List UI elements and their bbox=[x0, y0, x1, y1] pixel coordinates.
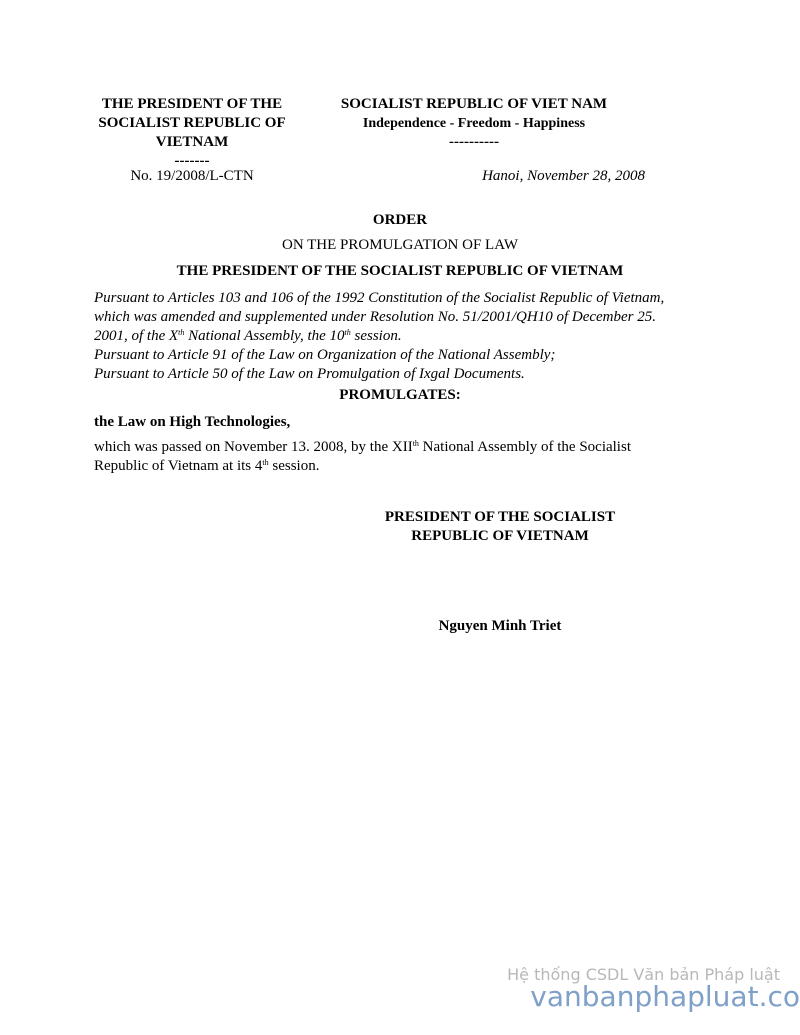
pursuant-clauses bbox=[94, 289, 714, 384]
pursuant-text: 2001, of the X bbox=[94, 328, 179, 344]
signatory-title-line: PRESIDENT OF THE SOCIALIST bbox=[384, 509, 616, 525]
issuing-authority bbox=[80, 95, 304, 171]
ordinal-suffix: th bbox=[262, 458, 269, 467]
pursuant-line: Pursuant to Article 91 of the Law on Organization of the National Assembly; bbox=[94, 347, 556, 363]
passage-line bbox=[94, 438, 714, 457]
pursuant-text: session. bbox=[350, 328, 402, 344]
law-name: the Law on High Technologies, bbox=[94, 414, 291, 430]
order-heading: THE PRESIDENT OF THE SOCIALIST REPUBLIC OF VIETNAM bbox=[176, 263, 624, 279]
issuing-authority-line: SOCIALIST REPUBLIC OF bbox=[98, 115, 286, 131]
passage-text: session. bbox=[268, 458, 320, 474]
place-date: Hanoi, November 28, 2008 bbox=[482, 168, 645, 184]
promulgates-heading: PROMULGATES: bbox=[339, 387, 461, 403]
document-number: No. 19/2008/L-CTN bbox=[130, 168, 254, 184]
pursuant-line bbox=[94, 327, 714, 346]
motto: Independence - Freedom - Happiness bbox=[362, 116, 586, 131]
pursuant-text: National Assembly, the 10 bbox=[184, 328, 345, 344]
signatory-title bbox=[360, 508, 640, 546]
ordinal-suffix: th bbox=[344, 328, 351, 337]
order-subtitle: ON THE PROMULGATION OF LAW bbox=[281, 237, 518, 253]
country-name: SOCIALIST REPUBLIC OF VIET NAM bbox=[340, 96, 608, 112]
passage-text: which was passed on November 13. 2008, by the XII bbox=[94, 439, 413, 455]
passage-line bbox=[94, 457, 714, 476]
ordinal-suffix: th bbox=[412, 439, 419, 448]
passage-text: National Assembly of the Socialist bbox=[418, 439, 631, 455]
issuing-authority-divider: ------- bbox=[174, 153, 210, 169]
issuing-authority-line: VIETNAM bbox=[155, 134, 229, 150]
issuing-authority-line: THE PRESIDENT OF THE bbox=[101, 96, 283, 112]
signer-name: Nguyen Minh Triet bbox=[438, 618, 562, 634]
ordinal-suffix: th bbox=[178, 328, 185, 337]
watermark-caption: Hệ thống CSDL Văn bản Pháp luật bbox=[507, 965, 780, 984]
motto-divider: ---------- bbox=[449, 134, 499, 150]
pursuant-line: which was amended and supplemented under Resolution No. 51/2001/QH10 of December 25. bbox=[94, 309, 657, 325]
passage-text: Republic of Vietnam at its 4 bbox=[94, 458, 263, 474]
pursuant-line: Pursuant to Articles 103 and 106 of the 1992 Constitution of the Socialist Republic of Vietnam, bbox=[94, 290, 665, 306]
signatory-title-line: REPUBLIC OF VIETNAM bbox=[411, 528, 589, 544]
watermark-site-link[interactable]: vanbanphapluat.co bbox=[530, 980, 800, 1013]
order-title: ORDER bbox=[372, 212, 428, 228]
national-motto bbox=[314, 95, 634, 152]
passage-statement bbox=[94, 438, 714, 476]
pursuant-line: Pursuant to Article 50 of the Law on Promulgation of Ixgal Documents. bbox=[94, 366, 525, 382]
